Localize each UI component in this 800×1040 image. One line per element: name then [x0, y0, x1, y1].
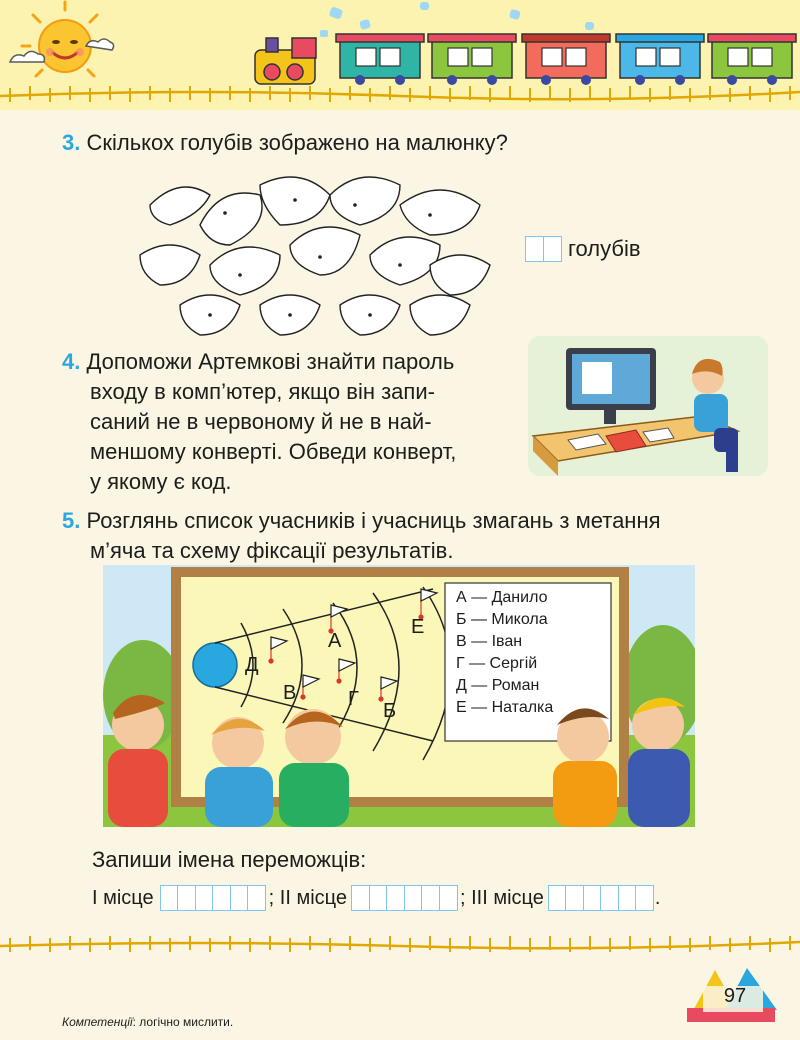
- task5-instruction: Запиши імена переможців:: [92, 847, 367, 872]
- task3-number: 3.: [62, 130, 81, 155]
- task3-answer-grid[interactable]: [525, 236, 560, 262]
- task4-line-1: Допоможи Артемкові знайти пароль: [86, 349, 455, 374]
- sun-icon: [22, 2, 108, 76]
- throwing-scheme-illustration: [103, 565, 695, 827]
- boy-computer-illustration: [528, 336, 768, 476]
- task4-line-4: меншому конверті. Обведи конверт,: [90, 439, 457, 464]
- legend-item: Е — Наталка: [456, 699, 554, 716]
- header-decoration: [0, 0, 800, 115]
- answer-cell[interactable]: [543, 236, 562, 262]
- place-3-label: ; ІІІ місце: [460, 886, 544, 909]
- winners-answer-row: [92, 885, 660, 911]
- task5-number: 5.: [62, 508, 81, 533]
- page-number: 97: [723, 985, 747, 1007]
- task4-line-5: у якому є код.: [90, 469, 232, 494]
- place-1-label: І місце: [92, 886, 154, 909]
- place-1-grid[interactable]: [160, 885, 265, 911]
- flag-label-a: А: [328, 630, 342, 652]
- doves-illustration: [130, 165, 510, 345]
- task5-line-1: Розглянь список учасників і учасниць змагань з метання: [86, 508, 661, 533]
- task3-question-line: [62, 128, 508, 158]
- footer-fence: [0, 930, 800, 960]
- task4-line-3: саний не в червоному й не в най-: [90, 409, 432, 434]
- competence-text: : логічно мислити.: [132, 1015, 234, 1029]
- legend-item: А — Данило: [456, 589, 548, 606]
- task5-line-2: м’яча та схему фіксації результатів.: [90, 538, 454, 563]
- answer-cell[interactable]: [525, 236, 544, 262]
- task4-line-2: входу в комп’ютер, якщо він запи-: [90, 379, 435, 404]
- flag-label-b: Б: [383, 700, 397, 722]
- place-3-grid[interactable]: [548, 885, 653, 911]
- task4-block: [62, 347, 522, 497]
- row-end-period: .: [654, 886, 661, 909]
- flag-label-g: Г: [348, 688, 359, 710]
- participants-legend: [456, 587, 553, 719]
- legend-item: Б — Микола: [456, 611, 548, 628]
- task3-question: Скількох голубів зображено на малюнку?: [86, 130, 508, 155]
- legend-item: Г — Сергій: [456, 655, 538, 672]
- task4-number: 4.: [62, 349, 81, 374]
- flag-label-ye: Е: [411, 616, 425, 638]
- competence-note: [62, 1015, 233, 1029]
- legend-item: В — Іван: [456, 633, 523, 650]
- ball-icon: [193, 643, 237, 687]
- train-icon: [255, 2, 796, 85]
- task3-unit: голубів: [568, 236, 641, 261]
- place-2-grid[interactable]: [351, 885, 456, 911]
- place-2-label: ; ІІ місце: [268, 886, 348, 909]
- task3-answer: [525, 236, 641, 262]
- legend-item: Д — Роман: [456, 677, 540, 694]
- task5-block: [62, 506, 661, 566]
- flag-label-d: Д: [245, 654, 259, 676]
- flag-label-v: В: [283, 682, 297, 704]
- competence-label: Компетенції: [62, 1015, 133, 1029]
